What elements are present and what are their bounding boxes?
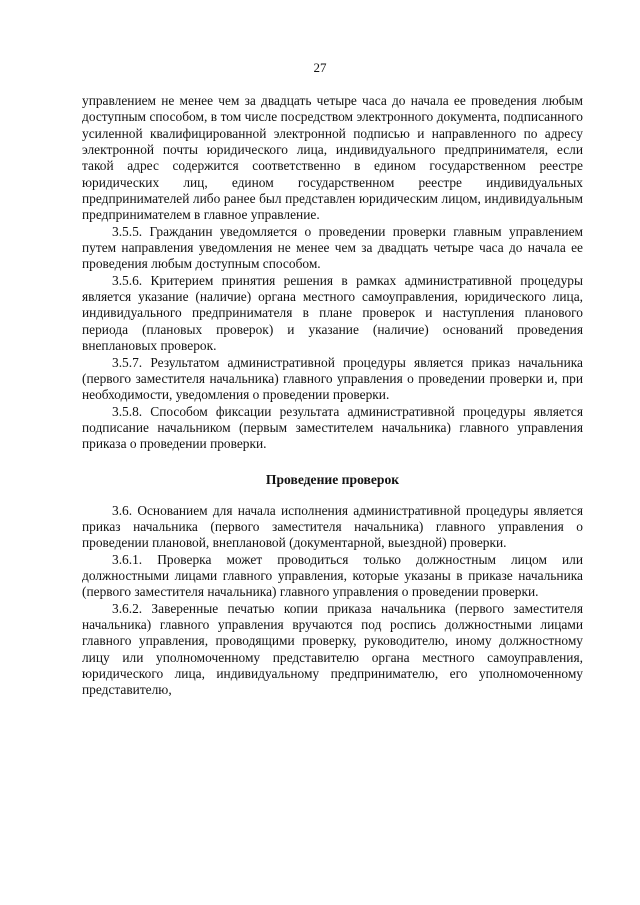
paragraph-3-5-5: 3.5.5. Гражданин уведомляется о проведении проверки главным управлением путем направления уведомления не менее чем за двадцать четыре часа до начала ее проведения любым доступным способом.: [82, 223, 583, 272]
paragraph-3-5-8: 3.5.8. Способом фиксации результата административной процедуры является подписание начальником (первым заместителем начальника) главного управления приказа о проведении проверки.: [82, 403, 583, 452]
section-heading: Проведение проверок: [265, 471, 400, 487]
paragraph-3-5-6: 3.5.6. Критерием принятия решения в рамках административной процедуры является указание (наличие) органа местного самоуправления, юридического лица, индивидуального предпринимателя в плане проверок и наступления планового периода (плановых проверок) и указание (наличие) оснований проведения внеплановых проверок.: [82, 272, 583, 354]
paragraph-3-6: 3.6. Основанием для начала исполнения административной процедуры является приказ начальника (первого заместителя начальника) главного управления о проведении плановой, внеплановой (документарной, выездной) проверки.: [82, 502, 583, 551]
page-number: 27: [313, 60, 327, 75]
document-body: [82, 93, 583, 699]
paragraph-continuation: управлением не менее чем за двадцать четыре часа до начала ее проведения любым доступным способом, в том числе посредством электронного документа, подписанного усиленной квалифицированной электронной подписью и направленного по адресу электронной почты юридического лица, индивидуального предпринимателя, если такой адрес содержится соответственно в едином государственном реестре юридических лиц, едином государственном реестре индивидуальных предпринимателей либо ранее был представлен юридическим лицом, индивидуальным предпринимателем в главное управление.: [82, 93, 583, 223]
paragraph-3-5-7: 3.5.7. Результатом административной процедуры является приказ начальника (первого заместителя начальника) главного управления о проведении проверки и, при необходимости, уведомления о проведении проверки.: [82, 354, 583, 403]
paragraph-3-6-2: 3.6.2. Заверенные печатью копии приказа начальника (первого заместителя начальника) главного управления вручаются под роспись должностными лицами главного управления, проводящими проверку, руководителю, иному должностному лицу или уполномоченному представителю органа местного самоуправления, юридического лица, индивидуальному предпринимателю, его уполномоченному представителю,: [82, 600, 583, 698]
paragraph-3-6-1: 3.6.1. Проверка может проводиться только должностным лицом или должностными лицами главного управления, которые указаны в приказе начальника (первого заместителя начальника) главного управления о проведении проверки.: [82, 551, 583, 600]
